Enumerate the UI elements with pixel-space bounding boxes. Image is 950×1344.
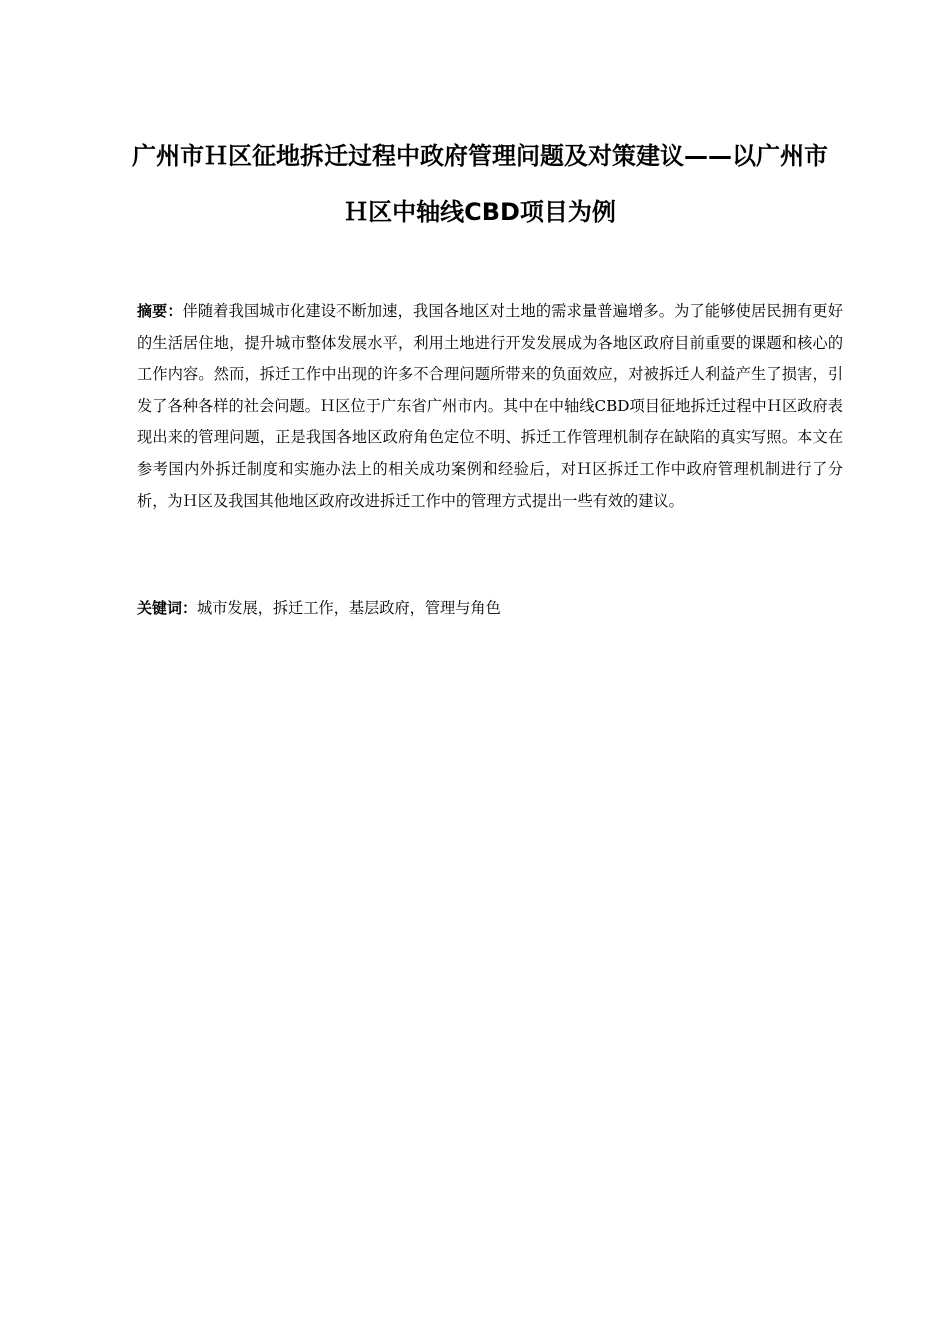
abstract-text: 伴随着我国城市化建设不断加速，我国各地区对土地的需求量普遍增多。为了能够使居民拥有更好的生活居住地，提升城市整体发展水平，利用土地进行开发发展成为各地区政府目前重要的课题和核心的工作内容。然而，拆迁工作中出现的许多不合理问题所带来的负面效应，对被拆迁人利益产生了损害，引发了各种各样的社会问题。Ｈ区位于广东省广州市内。其中在中轴线CBD项目征地拆迁过程中Ｈ区政府表现出来的管理问题，正是我国各地区政府角色定位不明、拆迁工作管理机制存在缺陷的真实写照。本文在参考国内外拆迁制度和实施办法上的相关成功案例和经验后，对Ｈ区拆迁工作中政府管理机制进行了分析，为Ｈ区及我国其他地区政府改进拆迁工作中的管理方式提出一些有效的建议。 (137, 302, 843, 510)
keywords-label: 关键词： (137, 599, 198, 617)
paper-title: 广州市Ｈ区征地拆迁过程中政府管理问题及对策建议——以广州市Ｈ区中轴线CBD项目为例 (132, 142, 828, 226)
keywords-paragraph (137, 594, 843, 622)
abstract-label: 摘要： (137, 302, 183, 320)
keywords-text: 城市发展，拆迁工作，基层政府，管理与角色 (197, 599, 501, 617)
abstract-paragraph (137, 296, 843, 517)
